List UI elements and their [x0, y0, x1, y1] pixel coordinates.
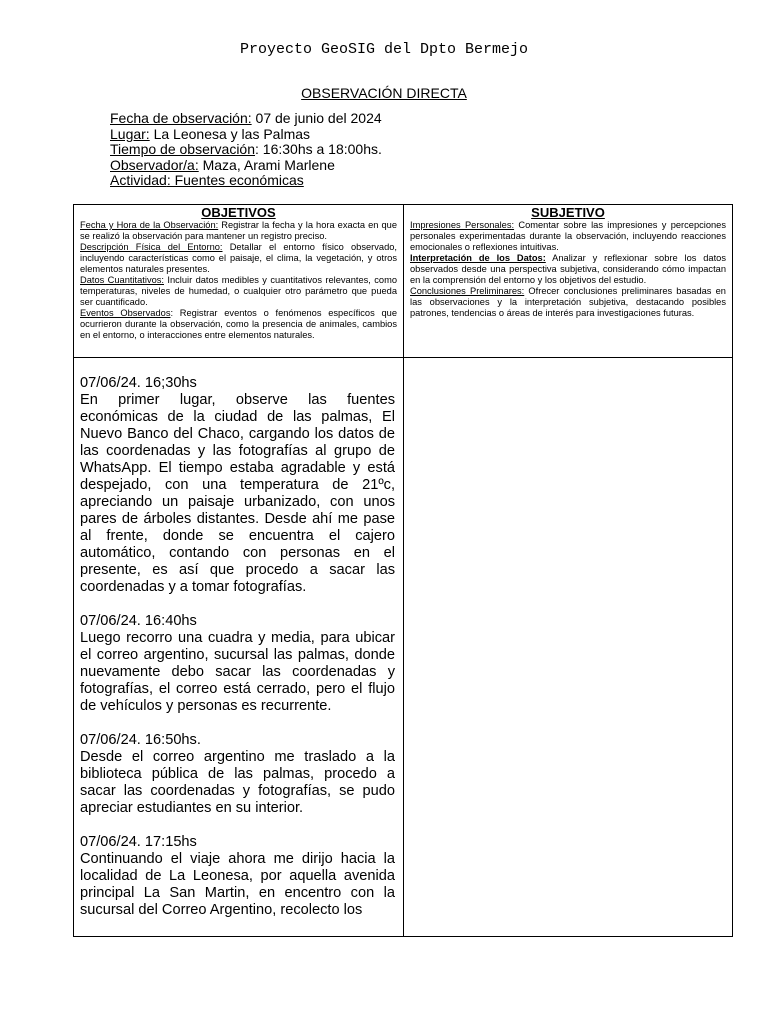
entry-time: 07/06/24. 16:40hs — [80, 613, 197, 629]
entry-time: 07/06/24. 16:50hs. — [80, 732, 201, 748]
entry-time: 07/06/24. 16;30hs — [80, 375, 197, 391]
objetivo-text: : Registrar eventos o fenómenos específicos que ocurrieron durante la observación, como la presencia de animales, cambios en el entorno, o interacciones entre elementos naturales. — [80, 308, 397, 340]
objetivo-text: Incluir datos medibles y cuantitativos relevantes, como temperaturas, niveles de humedad, o cualquier otro parámetro que pueda ser cuantificado. — [80, 275, 397, 307]
subjective-notes-cell — [404, 358, 733, 937]
meta-place — [110, 127, 382, 143]
table-body-row — [74, 358, 733, 937]
meta-value: La Leonesa y las Palmas — [149, 125, 311, 142]
objetivos-text — [80, 220, 397, 341]
subjetivo-label: Conclusiones Preliminares: — [410, 286, 525, 296]
entry-text: Desde el correo argentino me traslado a la biblioteca pública de las palmas, procedo a sacar las coordenadas y fotografías, se pudo apreciar estudiantes en su interior. — [80, 749, 395, 816]
subjetivo-text — [410, 220, 726, 319]
meta-value: Maza, Arami Marlene — [198, 156, 335, 173]
meta-label: Tiempo de observación — [110, 141, 256, 158]
meta-value: : Fuentes económicas — [166, 172, 304, 189]
observation-table — [73, 204, 733, 937]
meta-label: Observador/a: — [110, 156, 199, 173]
document-header: Proyecto GeoSIG del Dpto Bermejo — [239, 41, 529, 58]
document-title: OBSERVACIÓN DIRECTA — [301, 85, 467, 101]
entry-time: 07/06/24. 17:15hs — [80, 834, 197, 850]
observation-entry — [80, 834, 395, 919]
observation-entry — [80, 613, 395, 715]
meta-label: Lugar: — [110, 125, 150, 142]
meta-time — [110, 142, 382, 158]
meta-value: : 16:30hs a 18:00hs. — [255, 141, 382, 158]
objetivos-heading: OBJETIVOS — [201, 205, 276, 220]
subjetivo-item-text: Analizar y reflexionar sobre los datos observados desde una perspectiva subjetiva, considerando cómo impactan en la comprensión del entorno y los objetivos del estudio. — [410, 253, 726, 285]
meta-label: Actividad — [110, 172, 167, 189]
subjetivo-item-text: Comentar sobre las impresiones y percepciones personales experimentadas durante la observación, incluyendo reacciones emocionales o reflexiones intuitivas. — [410, 220, 726, 252]
subjetivo-cell — [404, 205, 733, 358]
table-header-row — [74, 205, 733, 358]
subjetivo-label: Interpretación de los Datos: — [410, 253, 546, 263]
objetivo-text: Detallar el entorno físico observado, incluyendo características como el paisaje, el clima, la vegetación, y otros elementos naturales presentes. — [80, 242, 397, 274]
entry-text: Continuando el viaje ahora me dirijo hacia la localidad de La Leonesa, por aquella avenida principal La San Martin, en encentro con la sucursal del Correo Argentino, recolecto los — [80, 851, 395, 918]
subjetivo-label: Impresiones Personales: — [410, 220, 515, 230]
meta-date — [110, 111, 382, 127]
objetivo-text: Registrar la fecha y la hora exacta en que se realizó la observación para mantener un registro preciso. — [80, 220, 397, 241]
meta-label: Fecha de observación: — [110, 110, 252, 126]
objetivo-label: Datos Cuantitativos: — [80, 275, 164, 285]
objetivo-label: Eventos Observados — [80, 308, 171, 318]
objetivo-label: Fecha y Hora de la Observación: — [80, 220, 219, 230]
entry-text: Luego recorro una cuadra y media, para ubicar el correo argentino, sucursal las palmas, donde nuevamente debo sacar las coordenadas y fotografías, el correo está cerrado, pero el flujo de vehículos y personas es recurrente. — [80, 630, 395, 714]
subjetivo-heading: SUBJETIVO — [531, 205, 605, 220]
observations-cell — [74, 358, 404, 937]
objetivos-cell — [74, 205, 404, 358]
meta-value: 07 de junio del 2024 — [251, 110, 382, 126]
entry-text: En primer lugar, observe las fuentes económicas de la ciudad de las palmas, El Nuevo Banco del Chaco, cargando los datos de las coordenadas y las fotografías al grupo de WhatsApp. El tiempo estaba agradable y está despejado, con una temperatura de 21ºc, apreciando un paisaje urbanizado, con unos pares de árboles distantes. Desde ahí me pase al frente, donde se encuentra el cajero automático, contando con personas en el presente, es así que procedo a sacar las coordenadas y a tomar fotografías. — [80, 392, 395, 595]
observation-metadata — [110, 111, 382, 189]
objetivo-label: Descripción Física del Entorno: — [80, 242, 223, 252]
meta-observer — [110, 158, 382, 174]
observation-entry — [80, 375, 395, 596]
observation-entry — [80, 732, 395, 817]
meta-activity — [110, 173, 382, 189]
subjetivo-item-text: Ofrecer conclusiones preliminares basadas en las observaciones y la interpretación subjetiva, destacando posibles patrones, tendencias o áreas de interés para investigaciones futuras. — [410, 286, 726, 318]
